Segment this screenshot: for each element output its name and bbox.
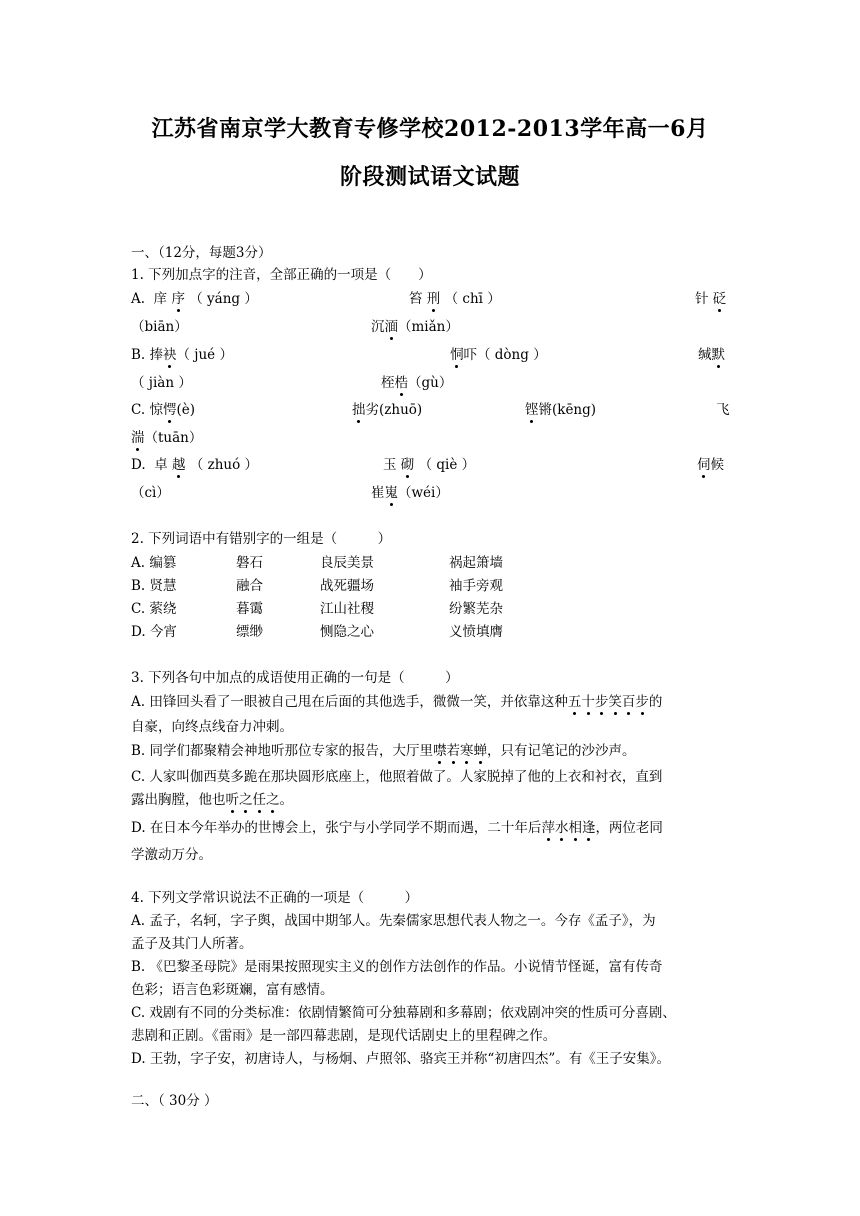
q3-option-a-cont: 自豪，向终点线奋力冲刺。	[131, 719, 293, 735]
q4-option-c-cont: 悲剧和正剧。《雷雨》是一部四幕悲剧，是现代话剧史上的里程碑之作。	[131, 1028, 557, 1044]
char: 锵	[538, 402, 552, 418]
option-label: C.	[131, 402, 146, 418]
q1-a-item4	[371, 318, 459, 336]
q1-c-item4-char: 飞	[716, 402, 730, 418]
q1-a-item3	[695, 290, 726, 308]
dotted-phrase	[541, 820, 595, 836]
q4-option-d: D. 王勃，字子安，初唐诗人，与杨炯、卢照邻、骆宾王并称“初唐四杰”。有《王子安集》。	[131, 1051, 670, 1067]
pinyin: （ yáng ）	[189, 291, 258, 307]
q1-c-item4	[131, 429, 202, 447]
q2-option-d: D. 今宵	[131, 624, 177, 640]
dotted-char: 愕	[162, 402, 177, 418]
q4-option-a: A. 孟子，名轲，字子舆，战国中期邹人。先秦儒家思想代表人物之一。今存《孟子》，为	[131, 913, 656, 929]
dotted-char: 步	[635, 694, 649, 710]
q4-stem: 4. 下列文学常识说法不正确的一项是（ ）	[131, 890, 419, 906]
char: 笞	[409, 291, 423, 307]
dotted-char: 十	[581, 694, 595, 710]
pinyin: （gù）	[408, 375, 453, 391]
q1-b-item3	[698, 346, 725, 364]
dotted-char: 湍	[131, 430, 145, 446]
dotted-char: 听	[225, 792, 239, 808]
dotted-char: 梏	[394, 375, 408, 391]
dotted-char: 恫	[450, 347, 464, 363]
dotted-char: 默	[711, 347, 725, 363]
section1-header: 一、（12分，每题3分）	[131, 245, 272, 261]
q2-word: 祸起箫墙	[449, 555, 503, 571]
q1-a-item2	[409, 290, 501, 308]
text: ，只有记笔记的沙沙声。	[487, 743, 636, 759]
q1-b-item3-pinyin: （ jiàn ）	[131, 375, 192, 391]
dotted-phrase	[226, 792, 280, 808]
pinyin: （ jué ）	[176, 347, 233, 363]
dotted-phrase	[433, 743, 487, 759]
q4-option-a-cont: 孟子及其门人所著。	[131, 936, 253, 952]
char: 玉	[383, 457, 397, 473]
dotted-char: 之	[239, 792, 253, 808]
pinyin: (zhuō)	[379, 402, 423, 418]
dotted-char: 湎	[384, 319, 398, 335]
dotted-char: 越	[172, 457, 186, 473]
char: 卓	[154, 457, 168, 473]
text: A. 田锋回头看了一眼被自己甩在后面的其他选手，微微一笑，并依靠这种	[131, 694, 568, 710]
q2-word: 袖手旁观	[449, 578, 503, 594]
char: 捧	[149, 347, 164, 363]
q4-option-c: C. 戏剧有不同的分类标准：依剧情繁简可分独幕剧和多幕剧；依戏剧冲突的性质可分喜剧、	[131, 1005, 676, 1021]
text: ，两位老同	[595, 820, 663, 836]
char: 沉	[371, 319, 385, 335]
q4-option-b-cont: 色彩；语言色彩斑斓，富有感情。	[131, 982, 334, 998]
q1-d-item2	[383, 456, 475, 474]
dotted-char: 相	[568, 820, 582, 836]
dotted-char: 袂	[163, 347, 177, 363]
option-label: D.	[131, 457, 146, 473]
option-label: B.	[131, 347, 146, 363]
q1-option-b	[131, 346, 233, 364]
dotted-char: 任	[252, 792, 266, 808]
dotted-char: 嵬	[384, 485, 398, 501]
q2-option-b: B. 贤慧	[131, 578, 177, 594]
dotted-char: 噤	[433, 743, 447, 759]
pinyin: （ zhuó ）	[189, 457, 259, 473]
q2-word: 融合	[236, 578, 263, 594]
q1-b-item2	[450, 346, 547, 364]
dotted-char: 序	[171, 291, 185, 307]
char: 桎	[381, 375, 395, 391]
q1-option-d	[131, 456, 258, 474]
document-title-line1: 江苏省南京学大教育专修学校2012-2013学年高一6月	[151, 116, 709, 142]
q2-option-c: C. 萦绕	[131, 601, 177, 617]
q2-word: 恻隐之心	[320, 624, 374, 640]
dotted-phrase	[568, 694, 649, 710]
dotted-char: 砭	[712, 291, 727, 307]
text: D. 在日本今年举办的世博会上，张宁与小学同学不期而遇，二十年后	[131, 820, 542, 836]
dotted-char: 五	[567, 694, 582, 710]
q1-b-item4	[381, 374, 452, 392]
pinyin: （tuān）	[144, 430, 203, 446]
char: 候	[710, 457, 724, 473]
q1-stem: 1. 下列加点字的注音，全部正确的一项是（ ）	[131, 267, 432, 283]
dotted-char: 蝉	[473, 743, 488, 759]
q3-option-d-cont: 学激动万分。	[131, 847, 212, 863]
q3-stem: 3. 下列各句中加点的成语使用正确的一句是（ ）	[131, 670, 459, 686]
q3-option-c-cont	[131, 791, 293, 809]
q3-option-d	[131, 819, 663, 837]
dotted-char: 伺	[697, 457, 711, 473]
q1-d-item4	[371, 484, 449, 502]
dotted-char: 步	[594, 694, 609, 710]
q2-word: 江山社稷	[320, 601, 374, 617]
text: 。	[279, 792, 293, 808]
q1-d-item3	[697, 456, 724, 474]
char: 劣	[365, 402, 379, 418]
pinyin: （ qiè ）	[418, 457, 476, 473]
pinyin: （miǎn）	[398, 319, 459, 335]
q2-word: 义愤填膺	[449, 624, 503, 640]
text: 的	[648, 694, 663, 710]
dotted-char: 之	[266, 792, 280, 808]
dotted-char: 若	[446, 743, 461, 759]
char: 吓	[463, 347, 477, 363]
text: B. 同学们都聚精会神地听那位专家的报告，大厅里	[131, 743, 434, 759]
q1-c-item2	[352, 401, 422, 419]
dotted-char: 百	[621, 694, 636, 710]
section2-header: 二、（ 30分 ）	[131, 1093, 218, 1109]
q1-a-item3-pinyin: （biān）	[131, 319, 188, 335]
dotted-char: 萍	[541, 820, 555, 836]
q4-option-b: B. 《巴黎圣母院》是雨果按照现实主义的创作方法创作的作品。小说情节怪诞，富有传奇	[131, 959, 663, 975]
q2-word: 战死疆场	[320, 578, 374, 594]
q3-option-a	[131, 693, 662, 711]
document-title-line2: 阶段测试语文试题	[339, 164, 520, 190]
pinyin: (è)	[176, 402, 195, 418]
text: 露出胸膛，他也	[131, 792, 226, 808]
pinyin: (kēng)	[552, 402, 597, 418]
q1-option-a	[131, 290, 258, 308]
dotted-char: 砌	[400, 457, 415, 473]
q1-d-item3-pinyin: （cì）	[131, 485, 170, 501]
dotted-char: 逢	[581, 820, 596, 836]
q2-word: 良辰美景	[320, 555, 374, 571]
char: 庠	[153, 291, 168, 307]
option-label: A.	[131, 291, 146, 307]
dotted-char: 笑	[608, 694, 622, 710]
q2-word: 纷繁芜杂	[449, 601, 503, 617]
q2-word: 缥缈	[236, 624, 263, 640]
q2-word: 磐石	[236, 555, 263, 571]
pinyin: （ dòng ）	[477, 347, 547, 363]
dotted-char: 刑	[426, 291, 441, 307]
q3-option-c: C. 人家叫伽西莫多跪在那块圆形底座上，他照着做了。人家脱掉了他的上衣和衬衣，直到	[131, 769, 663, 785]
char: 针	[695, 291, 709, 307]
char: 缄	[698, 347, 712, 363]
q1-c-item3	[525, 401, 596, 419]
q2-stem: 2. 下列词语中有错别字的一组是（ ）	[131, 531, 392, 547]
dotted-char: 寒	[460, 743, 474, 759]
q1-option-c	[131, 401, 195, 419]
q2-word: 暮霭	[236, 601, 263, 617]
pinyin: （wéi）	[398, 485, 449, 501]
dotted-char: 拙	[352, 402, 366, 418]
char: 崔	[371, 485, 385, 501]
char: 惊	[149, 402, 163, 418]
dotted-char: 铿	[525, 402, 539, 418]
dotted-char: 水	[554, 820, 569, 836]
q3-option-b	[131, 742, 636, 760]
pinyin: （ chī ）	[444, 291, 501, 307]
q2-option-a: A. 编篡	[131, 555, 177, 571]
